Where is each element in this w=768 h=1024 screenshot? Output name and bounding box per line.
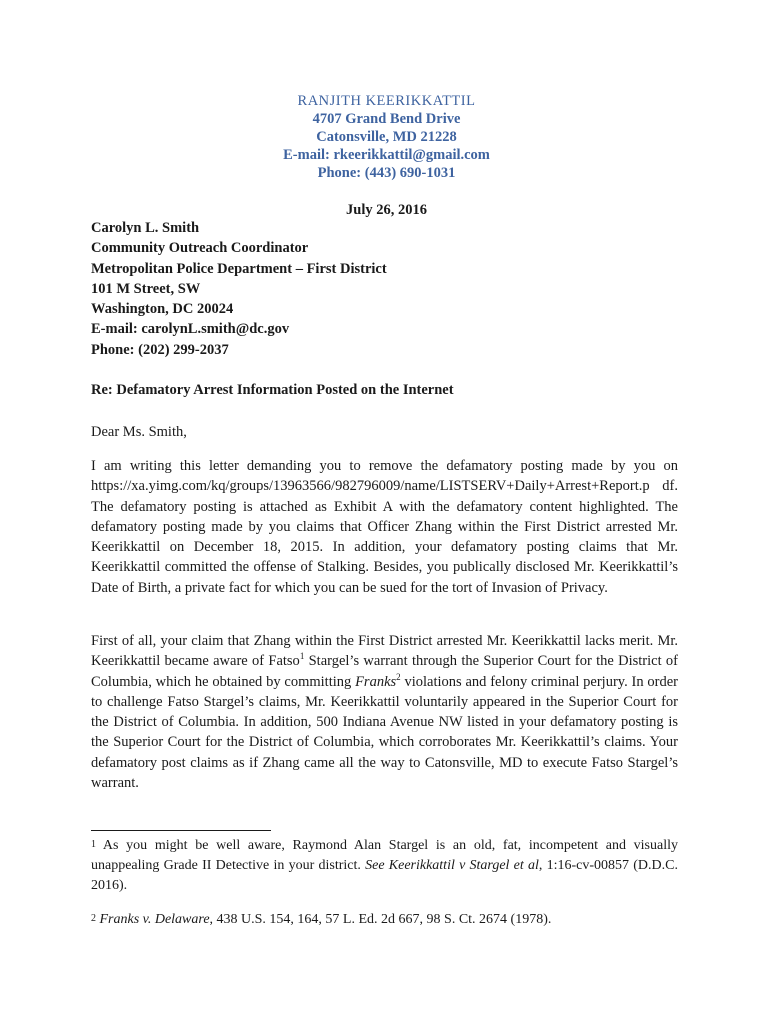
footnote-1-text: As you might be well aware, Raymond Alan Stargel is an old, fat, incompetent and visually unappealing Grade II Detective in your district. (91, 838, 678, 873)
salutation: Dear Ms. Smith, (91, 424, 187, 440)
paragraph-2-part-3: violations and felony criminal perjury. In order to challenge Fatso Stargel’s claims, Mr. Keerikkattil voluntarily appeared in the Superior Court for the District of Columbia. In addition, 500 Indiana Avenue NW listed in your defamatory posting is the Superior Court for the District of Columbia, which corroborates Mr. Keerikkattil’s claims. Your defamatory post claims as if Zhang came all the way to Catonsville, MD to execute Fatso Stargel’s warrant. (91, 673, 678, 792)
recipient-city: Washington, DC 20024 (91, 301, 234, 318)
recipient-name: Carolyn L. Smith (91, 220, 200, 236)
footnote-1-cite: See Keerikkattil v Stargel et al (365, 858, 539, 873)
footnote-2-tail: , 438 U.S. 154, 164, 57 L. Ed. 2d 667, 98 S. Ct. 2674 (1978). (209, 912, 552, 927)
footnote-1 (91, 836, 678, 896)
sender-city: Catonsville, MD 21228 (316, 129, 457, 145)
footnote-2-mark: 2 (91, 913, 96, 924)
recipient-title: Community Outreach Coordinator (91, 240, 309, 257)
franks-italic: Franks (355, 673, 397, 690)
footnote-1-mark: 1 (91, 839, 96, 850)
sender-email: E-mail: rkeerikkattil@gmail.com (283, 147, 490, 163)
footnote-1-tail: , 1:16-cv-00857 (D.D.C. 2016). (91, 858, 678, 893)
paragraph-2-part-2: Stargel’s warrant through the Superior Court for the District of Columbia, which he obtained by committing (91, 653, 678, 690)
recipient-phone: Phone: (202) 299-2037 (91, 341, 229, 358)
paragraph-2-part-1: First of all, your claim that Zhang within the First District arrested Mr. Keerikkattil lacks merit. Mr. Keerikkattil became aware of Fatso (91, 633, 678, 670)
footnote-2 (91, 910, 678, 930)
sender-street: 4707 Grand Bend Drive (312, 111, 461, 127)
footnote-ref-2[interactable]: 2 (396, 671, 401, 682)
footnote-ref-1[interactable]: 1 (299, 651, 305, 662)
footnote-2-cite: Franks v. Delaware (99, 912, 210, 927)
recipient-email: E-mail: carolynL.smith@dc.gov (91, 321, 290, 338)
paragraph-2 (91, 631, 678, 793)
paragraph-1: I am writing this letter demanding you to remove the defamatory posting made by you on https://xa.yimg.com/kq/groups/13963566/982796009/name/LISTSERV+Daily+Arrest+Report.p df. The defamatory posting is attached as Exhibit A with the defamatory content highlighted. The defamatory posting made by you claims that Officer Zhang within the First District arrested Mr. Keerikkattil on December 18, 2015. In addition, your defamatory posting claims that Mr. Keerikkattil committed the offense of Stalking. Besides, you publically disclosed Mr. Keerikkattil’s Date of Birth, a private fact for which you can be sued for the tort of Invasion of Privacy. (91, 458, 678, 596)
subject-line: Re: Defamatory Arrest Information Posted on the Internet (91, 382, 454, 398)
recipient-org: Metropolitan Police Department – First District (91, 260, 387, 277)
letterhead (93, 92, 680, 182)
sender-phone: Phone: (443) 690-1031 (317, 165, 456, 181)
recipient-block (91, 218, 387, 360)
letter-date: July 26, 2016 (346, 202, 427, 218)
sender-name: RANJITH KEERIKKATTIL (297, 93, 476, 109)
footnote-divider (91, 830, 271, 831)
recipient-street: 101 M Street, SW (91, 280, 201, 297)
